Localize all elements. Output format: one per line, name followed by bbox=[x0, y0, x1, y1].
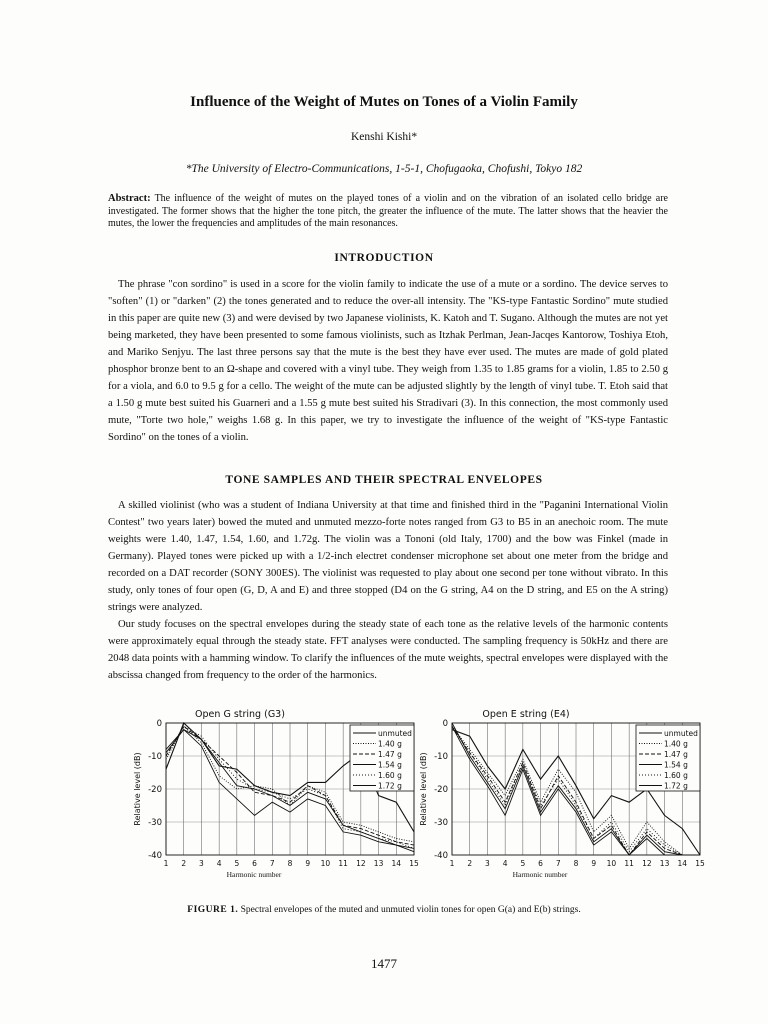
chart-title: Open E string (E4) bbox=[482, 709, 570, 720]
x-tick-label: 9 bbox=[591, 859, 597, 868]
legend-entry: 1.40 g bbox=[378, 739, 402, 749]
x-tick-label: 12 bbox=[642, 859, 652, 868]
legend-entry: 1.54 g bbox=[664, 760, 688, 770]
x-tick-label: 6 bbox=[252, 859, 257, 868]
legend-entry: 1.47 g bbox=[378, 750, 402, 759]
legend-entry: 1.72 g bbox=[378, 781, 402, 791]
affiliation: *The University of Electro-Communications, 1-5-1, Chofugaoka, Chofushi, Tokyo 182 bbox=[185, 163, 583, 175]
paragraph: Our study focuses on the spectral envelopes during the steady state of each tone as the relative levels of the harmonic contents were approximately equal through the steady state. FFT analyses were conducted. The sampling frequency is 50kHz and there are 2048 data points with a hamming window. To clarify the influences of the mute weights, spectral envelopes were displayed with the abscissa changed from frequency to the order of the harmonics. bbox=[108, 619, 668, 681]
x-tick-label: 7 bbox=[269, 859, 275, 868]
x-axis-label: Harmonic number bbox=[226, 870, 282, 879]
x-tick-label: 7 bbox=[555, 859, 561, 868]
x-tick-label: 1 bbox=[163, 859, 169, 868]
x-tick-label: 5 bbox=[520, 859, 526, 868]
figure-caption-label: FIGURE 1. bbox=[187, 905, 239, 915]
x-tick-label: 8 bbox=[287, 859, 293, 868]
legend-entry: 1.72 g bbox=[664, 781, 688, 791]
x-tick-label: 2 bbox=[467, 859, 473, 868]
x-tick-label: 12 bbox=[356, 859, 366, 868]
legend-entry: 1.60 g bbox=[378, 771, 402, 780]
figure-chart-open-e bbox=[404, 705, 724, 895]
legend-entry: 1.40 g bbox=[664, 739, 688, 749]
legend-entry: unmuted bbox=[664, 729, 698, 738]
tone-samples-body bbox=[108, 497, 668, 684]
author-name: Kenshi Kishi* bbox=[350, 131, 418, 143]
abstract-label: Abstract: bbox=[108, 193, 151, 204]
y-tick-label: -30 bbox=[148, 818, 162, 828]
x-tick-label: 5 bbox=[234, 859, 240, 868]
y-tick-label: -40 bbox=[434, 851, 448, 861]
x-tick-label: 10 bbox=[320, 859, 331, 868]
figure-caption bbox=[0, 905, 768, 915]
x-tick-label: 8 bbox=[573, 859, 579, 868]
figure-chart-open-g bbox=[118, 705, 438, 895]
x-tick-label: 4 bbox=[502, 859, 508, 868]
abstract-text: The influence of the weight of mutes on the played tones of a violin and on the vibration of an isolated cello bridge are investigated. The former shows that the higher the tone pitch, the greater the influence of the mute. The latter shows that the heavier the mutes, the lower the frequencies and amplitudes of the main resonances. bbox=[108, 193, 668, 229]
y-tick-label: -20 bbox=[148, 785, 162, 795]
x-tick-label: 14 bbox=[677, 859, 688, 868]
x-tick-label: 6 bbox=[538, 859, 543, 868]
x-tick-label: 10 bbox=[606, 859, 617, 868]
legend-entry: 1.54 g bbox=[378, 760, 402, 770]
x-tick-label: 13 bbox=[659, 859, 670, 868]
paragraph: A skilled violinist (who was a student of Indiana University at that time and finished third in the "Paganini International Violin Contest" two years later) bowed the muted and unmuted mezzo-forte notes ranged from G3 to B5 in an anechoic room. The mute weights were 1.40, 1.47, 1.54, 1.60, and 1.72g. The violin was a Tononi (old Italy, 1700) and the bow was Finkel (made in Germany). Played tones were picked up with a 1/2-inch electret condenser microphone set about one meter from the bridge and recorded on a DAT recorder (SONY 300ES). The violinist was requested to play about one second per tone without vibrato. In this study, only tones of four open (G, D, A and E) and three stopped (D4 on the G string, A4 on the D string, and E5 on the A string) strings were analyzed. bbox=[108, 500, 668, 613]
x-tick-label: 14 bbox=[391, 859, 402, 868]
y-tick-label: -10 bbox=[434, 752, 448, 762]
legend-entry: unmuted bbox=[378, 729, 412, 738]
y-tick-label: -10 bbox=[148, 752, 162, 762]
abstract bbox=[108, 193, 668, 231]
y-axis-label: Relative level (dB) bbox=[133, 752, 142, 826]
section-heading-introduction: INTRODUCTION bbox=[334, 252, 434, 264]
chart-title: Open G string (G3) bbox=[195, 709, 285, 720]
y-tick-label: -30 bbox=[434, 818, 448, 828]
x-tick-label: 13 bbox=[373, 859, 384, 868]
x-tick-label: 4 bbox=[216, 859, 222, 868]
x-tick-label: 15 bbox=[409, 859, 419, 868]
x-tick-label: 11 bbox=[624, 859, 634, 868]
x-tick-label: 11 bbox=[338, 859, 348, 868]
y-axis-label: Relative level (dB) bbox=[419, 752, 428, 826]
y-tick-label: 0 bbox=[156, 719, 162, 729]
paper-title: Influence of the Weight of Mutes on Tones of a Violin Family bbox=[190, 94, 578, 110]
legend-entry: 1.60 g bbox=[664, 771, 688, 780]
x-axis-label: Harmonic number bbox=[512, 870, 568, 879]
page-number: 1477 bbox=[371, 956, 397, 971]
y-tick-label: 0 bbox=[442, 719, 448, 729]
x-tick-label: 9 bbox=[305, 859, 311, 868]
x-tick-label: 1 bbox=[449, 859, 455, 868]
y-tick-label: -20 bbox=[434, 785, 448, 795]
figure-caption-text: Spectral envelopes of the muted and unmuted violin tones for open G(a) and E(b) strings. bbox=[240, 905, 581, 915]
section-heading-tone-samples: TONE SAMPLES AND THEIR SPECTRAL ENVELOPES bbox=[225, 474, 543, 486]
x-tick-label: 3 bbox=[485, 859, 490, 868]
x-tick-label: 2 bbox=[181, 859, 187, 868]
y-tick-label: -40 bbox=[148, 851, 162, 861]
paragraph: The phrase "con sordino" is used in a score for the violin family to indicate the use of a mute or a sordino. The device serves to "soften" (1) or "darken" (2) the tones generated and to reduce the over-all intensity. The "KS-type Fantastic Sordino" mute studied in this paper are quite new (3) and were devised by two Japanese violinists, K. Katoh and T. Sugano. Although the mutes are not yet being marketed, they have been presented to some famous violinists, such as Itzhak Perlman, Jean-Jacqes Kantorow, Toshiya Etoh, and Mariko Senjyu. The last three persons say that the mute is the best they have ever used. The mutes are made of gold plated phosphor bronze bent to an Ω-shape and covered with a vinyl tube. They weigh from 1.35 to 1.85 grams for a violin, 1.85 to 2.50 g for a viola, and 6.0 to 9.5 g for a cello. The weight of the mute can be adjusted slightly by the length of vinyl tube. T. Etoh said that a 1.50 g mute best suited his Guarneri and a 1.55 g mute best suited his Stradivari (3). In this connection, the most commonly used mute, "Torte two hole," weighs 1.68 g. In this paper, we try to investigate the influence of the weight of "KS-type Fantastic Sordino" on the tones of a violin. bbox=[108, 279, 668, 443]
introduction-body bbox=[108, 276, 668, 446]
x-tick-label: 15 bbox=[695, 859, 705, 868]
x-tick-label: 3 bbox=[199, 859, 204, 868]
legend-entry: 1.47 g bbox=[664, 750, 688, 759]
